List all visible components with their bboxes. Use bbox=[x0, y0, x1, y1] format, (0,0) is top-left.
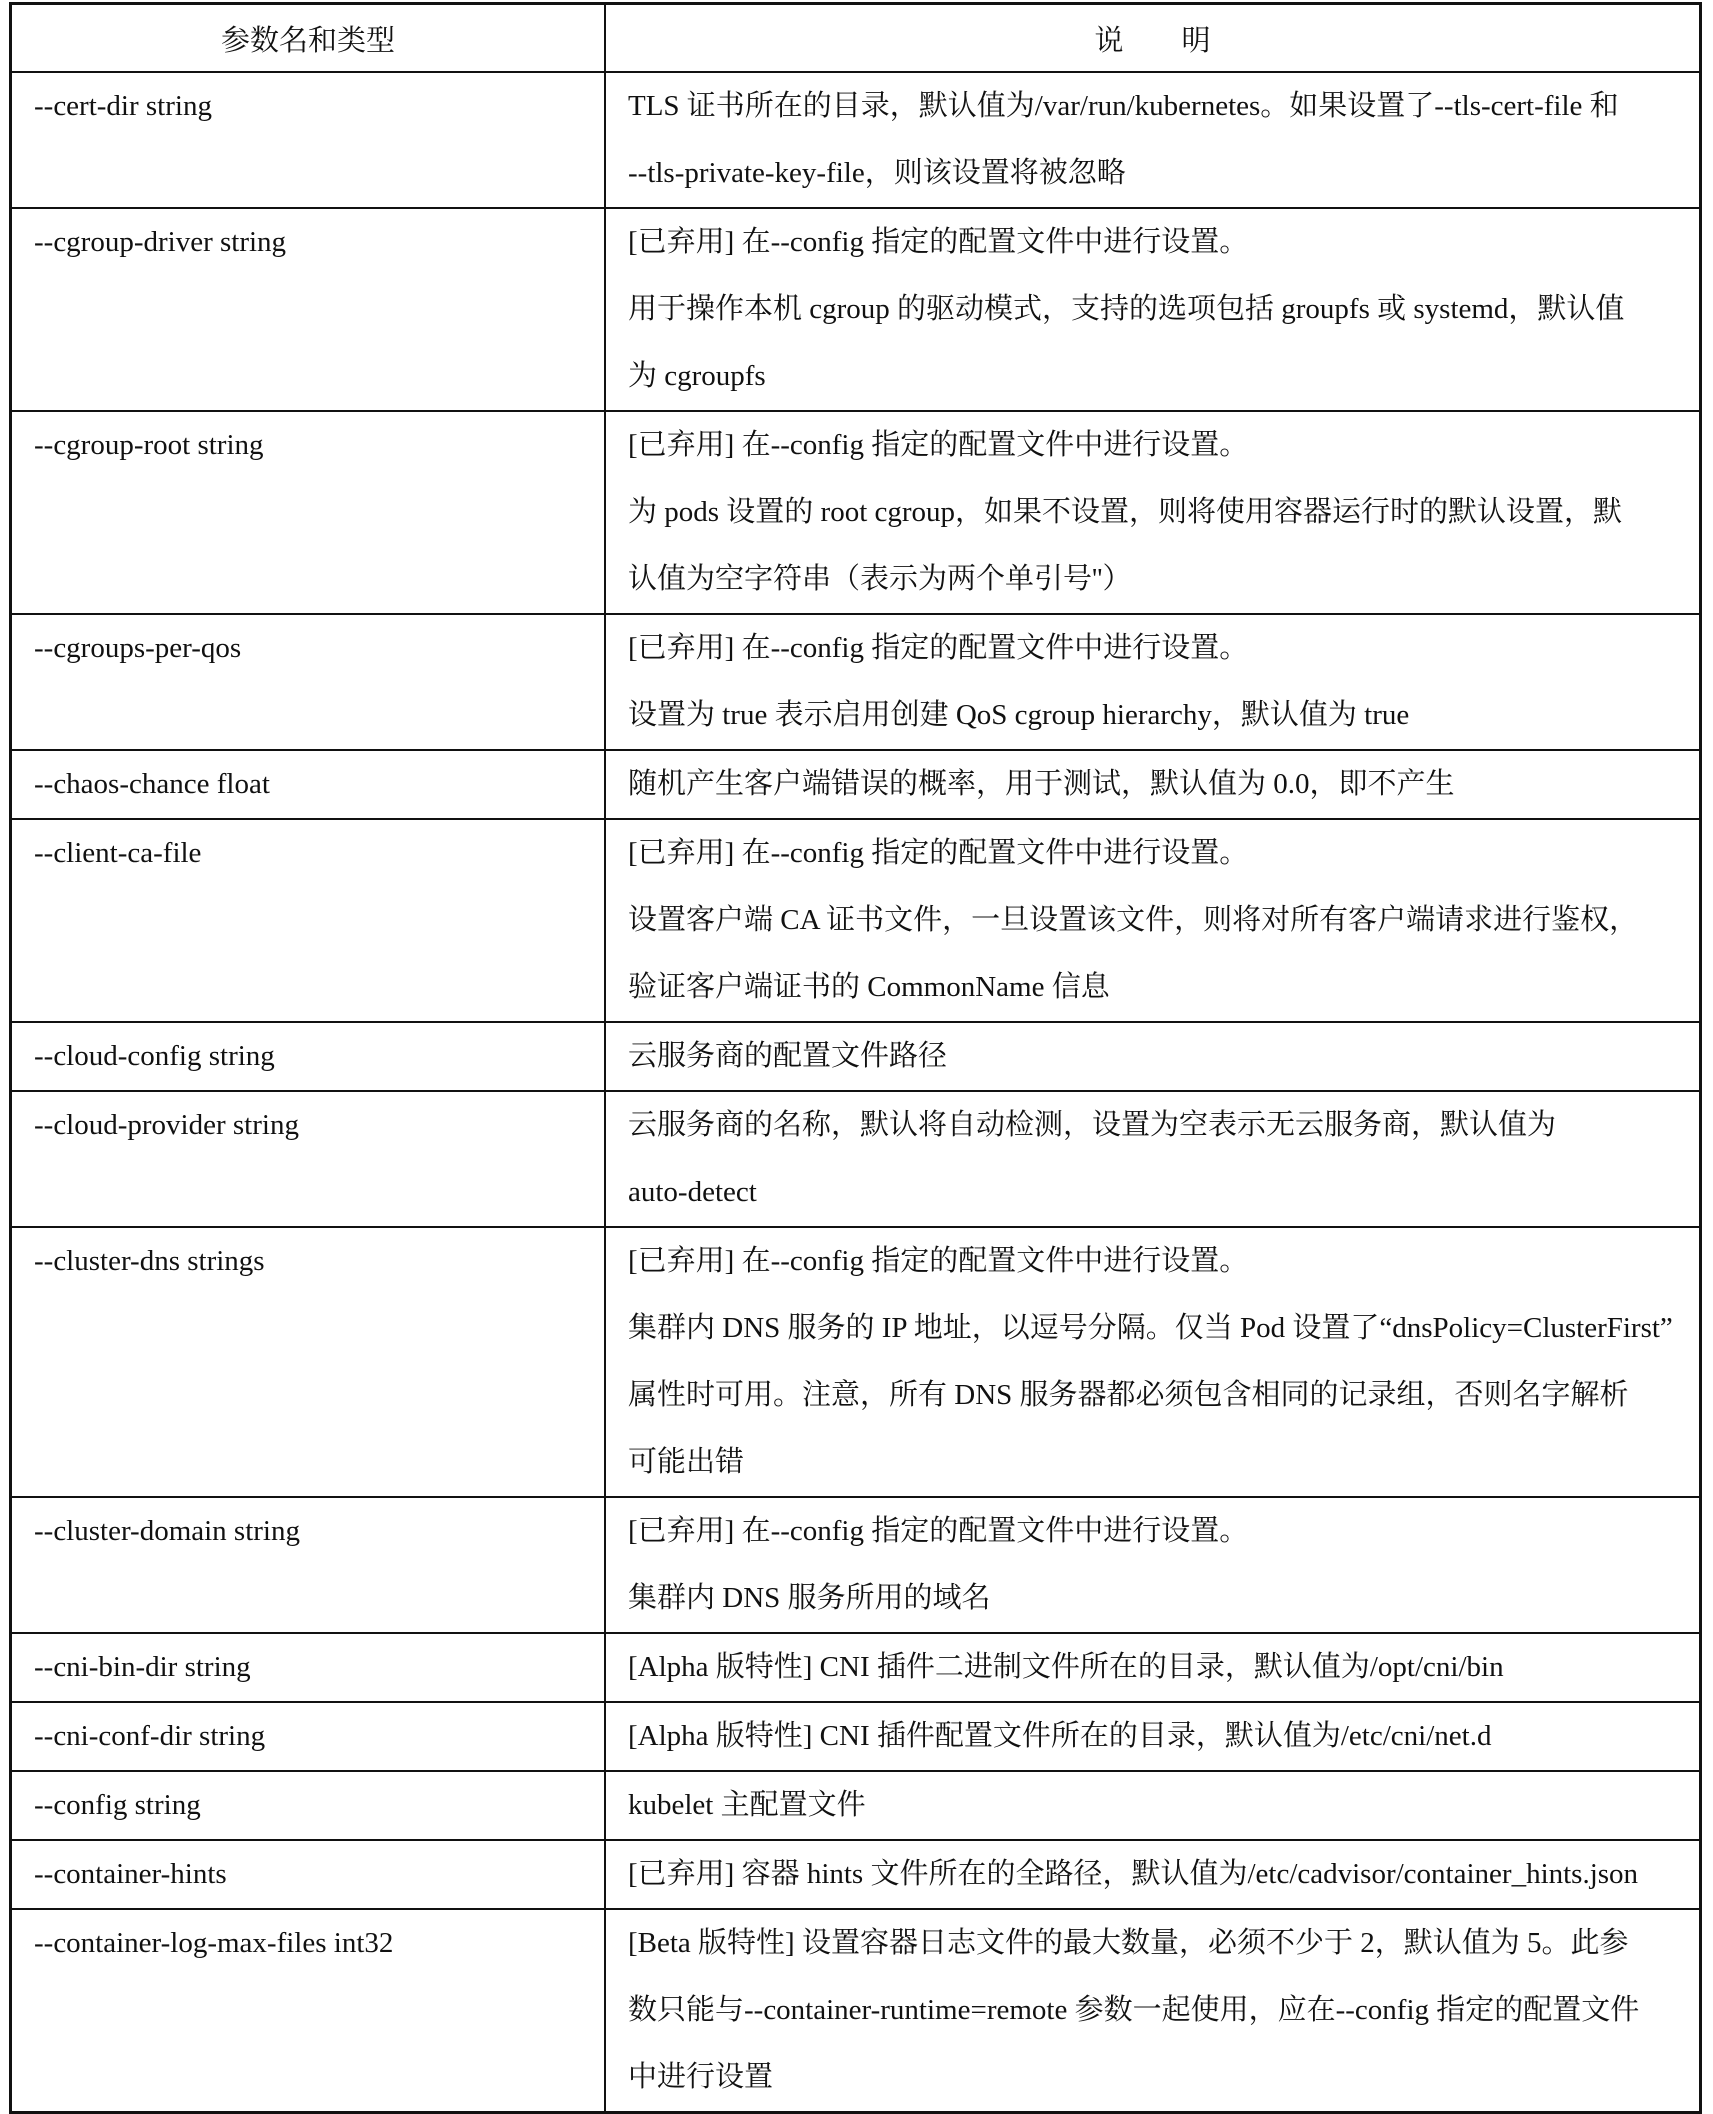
param-name: --cluster-domain string bbox=[34, 1515, 300, 1547]
table-row bbox=[11, 750, 1701, 819]
description-line: [已弃用] 在--config 指定的配置文件中进行设置。 bbox=[628, 632, 1249, 664]
table-row bbox=[11, 1702, 1701, 1771]
param-description-cell bbox=[605, 1840, 1701, 1909]
table-row bbox=[11, 1497, 1701, 1633]
parameters-table bbox=[9, 2, 1702, 2114]
param-description-cell bbox=[605, 1909, 1701, 2113]
description-line: --tls-private-key-file，则该设置将被忽略 bbox=[628, 157, 1126, 189]
param-name-cell bbox=[11, 1022, 606, 1091]
param-name: --container-log-max-files int32 bbox=[34, 1927, 394, 1959]
param-name-cell bbox=[11, 1771, 606, 1840]
param-name: --cni-bin-dir string bbox=[34, 1651, 251, 1683]
description-line: [已弃用] 在--config 指定的配置文件中进行设置。 bbox=[628, 1245, 1249, 1277]
param-description-cell bbox=[605, 72, 1701, 208]
param-name: --cloud-config string bbox=[34, 1040, 275, 1072]
param-description-cell bbox=[605, 1022, 1701, 1091]
param-name: --container-hints bbox=[34, 1858, 227, 1890]
param-description-cell bbox=[605, 1702, 1701, 1771]
description-line: 设置客户端 CA 证书文件，一旦设置该文件，则将对所有客户端请求进行鉴权， bbox=[628, 904, 1639, 936]
param-name-cell bbox=[11, 208, 606, 411]
param-description-cell bbox=[605, 614, 1701, 750]
param-name-cell bbox=[11, 1702, 606, 1771]
description-line: 为 pods 设置的 root cgroup，如果不设置，则将使用容器运行时的默认设置，默 bbox=[628, 496, 1623, 528]
description-line: [已弃用] 在--config 指定的配置文件中进行设置。 bbox=[628, 1515, 1249, 1547]
param-name-cell bbox=[11, 1909, 606, 2113]
table-row bbox=[11, 1771, 1701, 1840]
param-name-cell bbox=[11, 1840, 606, 1909]
description-line: kubelet 主配置文件 bbox=[628, 1789, 866, 1821]
description-line: [已弃用] 在--config 指定的配置文件中进行设置。 bbox=[628, 429, 1249, 461]
param-name: --cgroup-driver string bbox=[34, 226, 287, 258]
param-description-cell bbox=[605, 1091, 1701, 1227]
param-name-cell bbox=[11, 750, 606, 819]
description-line: 验证客户端证书的 CommonName 信息 bbox=[628, 971, 1110, 1003]
description-line: [已弃用] 在--config 指定的配置文件中进行设置。 bbox=[628, 837, 1249, 869]
param-name-cell bbox=[11, 72, 606, 208]
description-line: 用于操作本机 cgroup 的驱动模式，支持的选项包括 groupfs 或 systemd，默认值 bbox=[628, 293, 1625, 325]
param-description-cell bbox=[605, 819, 1701, 1022]
param-description-cell bbox=[605, 411, 1701, 614]
description-line: 属性时可用。注意，所有 DNS 服务器都必须包含相同的记录组，否则名字解析 bbox=[628, 1379, 1629, 1411]
param-name: --config string bbox=[34, 1789, 201, 1821]
table-row bbox=[11, 1633, 1701, 1702]
param-description-cell bbox=[605, 1227, 1701, 1497]
table-row bbox=[11, 1091, 1701, 1227]
description-line: 设置为 true 表示启用创建 QoS cgroup hierarchy，默认值为 true bbox=[628, 699, 1410, 731]
param-description-cell bbox=[605, 1771, 1701, 1840]
description-line: 认值为空字符串（表示为两个单引号''） bbox=[628, 563, 1132, 595]
param-name: --client-ca-file bbox=[34, 837, 202, 869]
table-row bbox=[11, 1227, 1701, 1497]
param-description-cell bbox=[605, 208, 1701, 411]
param-name: --cni-conf-dir string bbox=[34, 1720, 266, 1752]
description-line: [Alpha 版特性] CNI 插件配置文件所在的目录，默认值为/etc/cni/net.d bbox=[628, 1720, 1492, 1752]
table-row bbox=[11, 1022, 1701, 1091]
table-row bbox=[11, 1840, 1701, 1909]
description-line: 随机产生客户端错误的概率，用于测试，默认值为 0.0，即不产生 bbox=[628, 768, 1455, 800]
description-line: TLS 证书所在的目录，默认值为/var/run/kubernetes。如果设置了--tls-cert-file 和 bbox=[628, 90, 1619, 122]
description-line: auto-detect bbox=[628, 1176, 757, 1208]
param-description-cell bbox=[605, 1633, 1701, 1702]
param-name: --cert-dir string bbox=[34, 90, 212, 122]
description-line: 云服务商的配置文件路径 bbox=[628, 1040, 948, 1072]
description-line: 为 cgroupfs bbox=[628, 360, 766, 392]
param-name-cell bbox=[11, 819, 606, 1022]
param-name: --cgroup-root string bbox=[34, 429, 264, 461]
header-description: 说 明 bbox=[605, 4, 1701, 73]
header-param-name-type: 参数名和类型 bbox=[11, 4, 606, 73]
description-line: 中进行设置 bbox=[628, 2061, 774, 2093]
description-line: [已弃用] 在--config 指定的配置文件中进行设置。 bbox=[628, 226, 1249, 258]
param-name: --cloud-provider string bbox=[34, 1109, 299, 1141]
param-name-cell bbox=[11, 1497, 606, 1633]
param-name: --chaos-chance float bbox=[34, 768, 270, 800]
table-row bbox=[11, 819, 1701, 1022]
description-line: 可能出错 bbox=[628, 1446, 745, 1478]
param-name: --cluster-dns strings bbox=[34, 1245, 265, 1277]
param-description-cell bbox=[605, 750, 1701, 819]
table-row bbox=[11, 411, 1701, 614]
table-row bbox=[11, 72, 1701, 208]
param-name-cell bbox=[11, 1633, 606, 1702]
table-row bbox=[11, 1909, 1701, 2113]
param-name-cell bbox=[11, 411, 606, 614]
table-row bbox=[11, 614, 1701, 750]
description-line: [已弃用] 容器 hints 文件所在的全路径，默认值为/etc/cadvisor/container_hints.json bbox=[628, 1858, 1639, 1890]
table-header-row bbox=[11, 4, 1701, 73]
description-line: 集群内 DNS 服务的 IP 地址，以逗号分隔。仅当 Pod 设置了“dnsPolicy=ClusterFirst” bbox=[628, 1312, 1673, 1344]
description-line: [Alpha 版特性] CNI 插件二进制文件所在的目录，默认值为/opt/cni/bin bbox=[628, 1651, 1504, 1683]
description-line: 数只能与--container-runtime=remote 参数一起使用，应在--config 指定的配置文件 bbox=[628, 1994, 1640, 2026]
table-row bbox=[11, 208, 1701, 411]
description-line: [Beta 版特性] 设置容器日志文件的最大数量，必须不少于 2，默认值为 5。此参 bbox=[628, 1927, 1629, 1959]
table-body bbox=[11, 72, 1701, 2113]
param-name: --cgroups-per-qos bbox=[34, 632, 242, 664]
param-name-cell bbox=[11, 1227, 606, 1497]
param-description-cell bbox=[605, 1497, 1701, 1633]
param-name-cell bbox=[11, 614, 606, 750]
description-line: 集群内 DNS 服务所用的域名 bbox=[628, 1582, 991, 1614]
description-line: 云服务商的名称，默认将自动检测，设置为空表示无云服务商，默认值为 bbox=[628, 1109, 1557, 1141]
param-name-cell bbox=[11, 1091, 606, 1227]
